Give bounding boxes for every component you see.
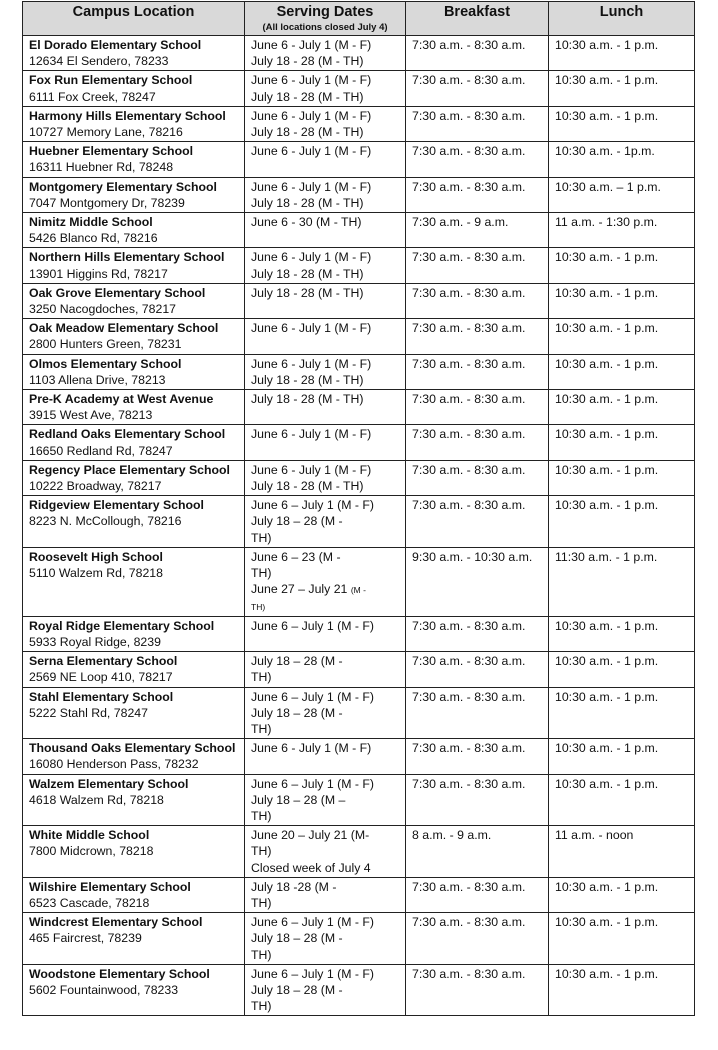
serving-date-line	[251, 581, 399, 598]
lunch-cell: 11 a.m. - noon	[549, 826, 695, 878]
serving-dates-cell	[245, 248, 406, 283]
campus-cell	[23, 319, 245, 354]
serving-date-text: June 6 - July 1 (M - F)	[251, 427, 372, 442]
campus-address: 4618 Walzem Rd, 78218	[29, 792, 164, 807]
serving-date-text: June 6 - July 1 (M - F)	[251, 741, 372, 756]
serving-date-line	[251, 513, 399, 529]
serving-date-text: June 6 - July 1 (M - F)	[251, 356, 372, 371]
campus-name: Redland Oaks Elementary School	[29, 427, 226, 442]
lunch-cell: 10:30 a.m. - 1p.m.	[549, 142, 695, 177]
lunch-cell: 10:30 a.m. - 1 p.m.	[549, 964, 695, 1016]
lunch-cell: 10:30 a.m. - 1 p.m.	[549, 283, 695, 318]
serving-date-text: June 6 – July 1 (M - F)	[251, 618, 375, 633]
table-row	[23, 71, 695, 106]
campus-address: 16650 Redland Rd, 78247	[29, 443, 173, 458]
serving-dates-cell	[245, 496, 406, 548]
campus-address: 16080 Henderson Pass, 78232	[29, 757, 199, 772]
serving-date-line	[251, 249, 399, 265]
campus-name: Northern Hills Elementary School	[29, 250, 225, 265]
header-row	[23, 2, 695, 36]
serving-date-line	[251, 998, 399, 1014]
serving-date-line	[251, 599, 399, 615]
lunch-cell: 10:30 a.m. - 1 p.m.	[549, 774, 695, 826]
table-row	[23, 283, 695, 318]
lunch-cell: 10:30 a.m. - 1 p.m.	[549, 496, 695, 548]
table-row	[23, 496, 695, 548]
header-breakfast: Breakfast	[406, 2, 549, 36]
lunch-cell: 10:30 a.m. - 1 p.m.	[549, 71, 695, 106]
serving-date-text: June 6 – July 1 (M - F)	[251, 689, 375, 704]
serving-date-line	[251, 124, 399, 140]
serving-date-line	[251, 53, 399, 69]
serving-date-line	[251, 143, 399, 159]
serving-dates-cell	[245, 687, 406, 739]
campus-address: 6111 Fox Creek, 78247	[29, 89, 156, 104]
serving-date-text: TH)	[251, 601, 266, 612]
serving-date-line	[251, 669, 399, 685]
campus-cell	[23, 142, 245, 177]
serving-date-text: TH)	[251, 999, 272, 1014]
campus-name: Ridgeview Elementary School	[29, 498, 204, 513]
serving-date-line	[251, 879, 399, 895]
breakfast-cell: 7:30 a.m. - 8:30 a.m.	[406, 425, 549, 460]
table-row	[23, 687, 695, 739]
campus-address: 13901 Higgins Rd, 78217	[29, 266, 168, 281]
campus-name: Montgomery Elementary School	[29, 179, 217, 194]
campus-cell	[23, 826, 245, 878]
campus-cell	[23, 687, 245, 739]
serving-date-line	[251, 653, 399, 669]
serving-date-text: July 18 – 28 (M -	[251, 931, 343, 946]
campus-name: White Middle School	[29, 828, 150, 843]
table-row	[23, 248, 695, 283]
campus-name: Royal Ridge Elementary School	[29, 618, 215, 633]
table-row	[23, 913, 695, 965]
campus-name: Olmos Elementary School	[29, 356, 182, 371]
campus-address: 2800 Hunters Green, 78231	[29, 337, 182, 352]
serving-dates-cell	[245, 142, 406, 177]
table-row	[23, 36, 695, 71]
breakfast-cell: 7:30 a.m. - 8:30 a.m.	[406, 248, 549, 283]
table-row	[23, 177, 695, 212]
campus-name: Fox Run Elementary School	[29, 73, 193, 88]
campus-cell	[23, 177, 245, 212]
header-dates-label: Serving Dates	[276, 4, 374, 20]
serving-date-line	[251, 391, 399, 407]
serving-dates-cell	[245, 460, 406, 495]
header-lunch: Lunch	[549, 2, 695, 36]
table-row	[23, 964, 695, 1016]
table-row	[23, 616, 695, 651]
serving-dates-cell	[245, 71, 406, 106]
serving-date-text: July 18 - 28 (M - TH)	[251, 372, 364, 387]
serving-date-line	[251, 530, 399, 546]
campus-name: Pre-K Academy at West Avenue	[29, 392, 214, 407]
serving-dates-cell	[245, 106, 406, 141]
campus-name: Regency Place Elementary School	[29, 462, 230, 477]
serving-date-text: June 6 - July 1 (M - F)	[251, 144, 372, 159]
campus-address: 3915 West Ave, 78213	[29, 408, 153, 423]
campus-name: Roosevelt High School	[29, 549, 163, 564]
campus-cell	[23, 213, 245, 248]
serving-dates-cell	[245, 826, 406, 878]
serving-date-line	[251, 462, 399, 478]
lunch-cell: 10:30 a.m. - 1 p.m.	[549, 106, 695, 141]
campus-cell	[23, 496, 245, 548]
campus-cell	[23, 616, 245, 651]
serving-date-text: TH)	[251, 844, 272, 859]
campus-address: 10727 Memory Lane, 78216	[29, 125, 183, 140]
serving-date-text: June 6 – July 1 (M - F)	[251, 915, 375, 930]
breakfast-cell: 7:30 a.m. - 8:30 a.m.	[406, 354, 549, 389]
serving-date-text: July 18 – 28 (M -	[251, 982, 343, 997]
serving-dates-cell	[245, 913, 406, 965]
lunch-cell: 10:30 a.m. - 1 p.m.	[549, 739, 695, 774]
campus-cell	[23, 425, 245, 460]
campus-cell	[23, 36, 245, 71]
serving-date-text: June 6 - July 1 (M - F)	[251, 108, 372, 123]
campus-name: Oak Grove Elementary School	[29, 285, 206, 300]
serving-dates-cell	[245, 774, 406, 826]
campus-name: El Dorado Elementary School	[29, 38, 202, 52]
serving-dates-cell	[245, 213, 406, 248]
serving-date-text: July 18 - 28 (M - TH)	[251, 266, 364, 281]
serving-date-text: TH)	[251, 670, 272, 685]
breakfast-cell: 7:30 a.m. - 8:30 a.m.	[406, 106, 549, 141]
table-row	[23, 877, 695, 912]
header-campus: Campus Location	[23, 2, 245, 36]
serving-date-line	[251, 565, 399, 581]
serving-date-line	[251, 426, 399, 442]
serving-date-text: July 18 - 28 (M - TH)	[251, 285, 364, 300]
breakfast-cell: 8 a.m. - 9 a.m.	[406, 826, 549, 878]
lunch-cell: 10:30 a.m. - 1 p.m.	[549, 425, 695, 460]
serving-date-text: July 18 - 28 (M - TH)	[251, 479, 364, 494]
campus-address: 5110 Walzem Rd, 78218	[29, 566, 163, 581]
campus-address: 5426 Blanco Rd, 78216	[29, 231, 158, 246]
serving-dates-cell	[245, 425, 406, 460]
campus-cell	[23, 283, 245, 318]
serving-dates-cell	[245, 283, 406, 318]
campus-cell	[23, 877, 245, 912]
serving-date-line	[251, 827, 399, 843]
serving-dates-cell	[245, 319, 406, 354]
breakfast-cell: 7:30 a.m. - 8:30 a.m.	[406, 687, 549, 739]
serving-date-text: June 6 - July 1 (M - F)	[251, 38, 372, 52]
serving-date-line	[251, 808, 399, 824]
campus-address: 1103 Allena Drive, 78213	[29, 372, 166, 387]
campus-cell	[23, 547, 245, 616]
header-dates	[245, 2, 406, 36]
serving-date-line	[251, 947, 399, 963]
campus-cell	[23, 71, 245, 106]
serving-date-line	[251, 930, 399, 946]
serving-dates-cell	[245, 877, 406, 912]
breakfast-cell: 7:30 a.m. - 8:30 a.m.	[406, 177, 549, 212]
lunch-cell: 10:30 a.m. - 1 p.m.	[549, 36, 695, 71]
serving-date-text: June 6 - July 1 (M - F)	[251, 321, 372, 336]
serving-date-text: TH)	[251, 895, 272, 910]
serving-date-text: TH)	[251, 530, 272, 545]
campus-address: 10222 Broadway, 78217	[29, 479, 162, 494]
serving-date-text: June 6 – 23 (M -	[251, 549, 341, 564]
table-row	[23, 652, 695, 687]
serving-date-line	[251, 37, 399, 53]
breakfast-cell: 9:30 a.m. - 10:30 a.m.	[406, 547, 549, 616]
serving-date-line	[251, 285, 399, 301]
campus-address: 8223 N. McCollough, 78216	[29, 514, 182, 529]
serving-date-text: TH)	[251, 566, 272, 581]
breakfast-cell: 7:30 a.m. - 8:30 a.m.	[406, 739, 549, 774]
campus-cell	[23, 390, 245, 425]
serving-date-text: June 6 – July 1 (M - F)	[251, 776, 375, 791]
lunch-cell: 10:30 a.m. - 1 p.m.	[549, 616, 695, 651]
serving-date-text: TH)	[251, 947, 272, 962]
serving-date-text: July 18 – 28 (M –	[251, 792, 346, 807]
serving-date-line	[251, 266, 399, 282]
breakfast-cell: 7:30 a.m. - 8:30 a.m.	[406, 319, 549, 354]
campus-address: 7800 Midcrown, 78218	[29, 844, 154, 859]
serving-date-text: Closed week of July 4	[251, 860, 371, 875]
campus-cell	[23, 460, 245, 495]
serving-date-line	[251, 320, 399, 336]
campus-name: Walzem Elementary School	[29, 776, 189, 791]
serving-date-line	[251, 478, 399, 494]
breakfast-cell: 7:30 a.m. - 8:30 a.m.	[406, 652, 549, 687]
campus-address: 7047 Montgomery Dr, 78239	[29, 195, 185, 210]
serving-date-line	[251, 982, 399, 998]
serving-dates-cell	[245, 652, 406, 687]
breakfast-cell: 7:30 a.m. - 8:30 a.m.	[406, 390, 549, 425]
serving-date-line	[251, 497, 399, 513]
serving-date-text: July 18 -28 (M -	[251, 879, 337, 894]
campus-address: 2569 NE Loop 410, 78217	[29, 670, 173, 685]
serving-dates-cell	[245, 177, 406, 212]
serving-date-text: July 18 - 28 (M - TH)	[251, 392, 364, 407]
serving-dates-cell	[245, 547, 406, 616]
serving-date-line	[251, 792, 399, 808]
serving-date-line	[251, 179, 399, 195]
lunch-cell: 10:30 a.m. - 1 p.m.	[549, 354, 695, 389]
serving-date-text: June 6 - 30 (M - TH)	[251, 215, 362, 230]
serving-date-text: June 20 – July 21 (M-	[251, 828, 370, 843]
serving-date-text: TH)	[251, 721, 272, 736]
serving-date-line	[251, 705, 399, 721]
serving-dates-cell	[245, 616, 406, 651]
lunch-cell: 11:30 a.m. - 1 p.m.	[549, 547, 695, 616]
serving-date-text: June 6 – July 1 (M - F)	[251, 966, 375, 981]
campus-address: 6523 Cascade, 78218	[29, 895, 150, 910]
lunch-cell: 11 a.m. - 1:30 p.m.	[549, 213, 695, 248]
campus-name: Nimitz Middle School	[29, 215, 153, 230]
table-row	[23, 213, 695, 248]
table-row	[23, 739, 695, 774]
serving-date-line	[251, 549, 399, 565]
table-row	[23, 826, 695, 878]
lunch-cell: 10:30 a.m. - 1 p.m.	[549, 877, 695, 912]
campus-cell	[23, 913, 245, 965]
serving-date-text: July 18 – 28 (M -	[251, 514, 343, 529]
serving-date-line	[251, 721, 399, 737]
breakfast-cell: 7:30 a.m. - 8:30 a.m.	[406, 71, 549, 106]
campus-cell	[23, 248, 245, 283]
table-row	[23, 774, 695, 826]
serving-date-line	[251, 372, 399, 388]
serving-date-line	[251, 689, 399, 705]
breakfast-cell: 7:30 a.m. - 8:30 a.m.	[406, 964, 549, 1016]
serving-date-text: TH)	[251, 808, 272, 823]
serving-dates-cell	[245, 36, 406, 71]
serving-date-line	[251, 776, 399, 792]
serving-date-text: June 6 – July 1 (M - F)	[251, 498, 375, 513]
serving-date-line	[251, 108, 399, 124]
campus-address: 3250 Nacogdoches, 78217	[29, 302, 176, 317]
serving-date-line	[251, 72, 399, 88]
campus-cell	[23, 354, 245, 389]
lunch-cell: 10:30 a.m. - 1 p.m.	[549, 652, 695, 687]
serving-date-text: July 18 - 28 (M - TH)	[251, 89, 364, 104]
table-row	[23, 319, 695, 354]
serving-dates-cell	[245, 390, 406, 425]
campus-address: 465 Faircrest, 78239	[29, 931, 142, 946]
serving-date-text: July 18 - 28 (M - TH)	[251, 125, 364, 140]
meal-schedule-table	[22, 1, 695, 1016]
campus-name: Oak Meadow Elementary School	[29, 321, 219, 336]
table-row	[23, 547, 695, 616]
lunch-cell: 10:30 a.m. - 1 p.m.	[549, 319, 695, 354]
campus-cell	[23, 652, 245, 687]
campus-name: Stahl Elementary School	[29, 689, 174, 704]
breakfast-cell: 7:30 a.m. - 8:30 a.m.	[406, 774, 549, 826]
breakfast-cell: 7:30 a.m. - 8:30 a.m.	[406, 616, 549, 651]
header-dates-note: (All locations closed July 4)	[262, 22, 388, 33]
campus-address: 5602 Fountainwood, 78233	[29, 982, 179, 997]
table-row	[23, 390, 695, 425]
serving-date-text: July 18 – 28 (M -	[251, 705, 343, 720]
serving-date-line	[251, 740, 399, 756]
campus-cell	[23, 739, 245, 774]
serving-date-line	[251, 214, 399, 230]
breakfast-cell: 7:30 a.m. - 8:30 a.m.	[406, 36, 549, 71]
serving-date-note: (M -	[350, 585, 366, 596]
breakfast-cell: 7:30 a.m. - 8:30 a.m.	[406, 496, 549, 548]
campus-name: Huebner Elementary School	[29, 144, 194, 159]
serving-date-text: June 27 – July 21	[251, 582, 348, 597]
campus-address: 12634 El Sendero, 78233	[29, 54, 169, 69]
lunch-cell: 10:30 a.m. - 1 p.m.	[549, 913, 695, 965]
breakfast-cell: 7:30 a.m. - 8:30 a.m.	[406, 877, 549, 912]
campus-name: Windcrest Elementary School	[29, 915, 203, 930]
serving-date-text: June 6 - July 1 (M - F)	[251, 179, 372, 194]
serving-date-line	[251, 195, 399, 211]
campus-address: 5222 Stahl Rd, 78247	[29, 705, 148, 720]
serving-date-text: June 6 - July 1 (M - F)	[251, 462, 372, 477]
table-row	[23, 425, 695, 460]
campus-name: Woodstone Elementary School	[29, 966, 210, 981]
breakfast-cell: 7:30 a.m. - 8:30 a.m.	[406, 283, 549, 318]
lunch-cell: 10:30 a.m. – 1 p.m.	[549, 177, 695, 212]
serving-dates-cell	[245, 354, 406, 389]
serving-date-text: July 18 - 28 (M - TH)	[251, 54, 364, 69]
breakfast-cell: 7:30 a.m. - 8:30 a.m.	[406, 913, 549, 965]
breakfast-cell: 7:30 a.m. - 9 a.m.	[406, 213, 549, 248]
serving-date-text: July 18 - 28 (M - TH)	[251, 195, 364, 210]
serving-date-text: June 6 - July 1 (M - F)	[251, 73, 372, 88]
breakfast-cell: 7:30 a.m. - 8:30 a.m.	[406, 460, 549, 495]
campus-name: Thousand Oaks Elementary School	[29, 741, 236, 756]
lunch-cell: 10:30 a.m. - 1 p.m.	[549, 248, 695, 283]
campus-address: 5933 Royal Ridge, 8239	[29, 634, 161, 649]
serving-date-line	[251, 843, 399, 859]
serving-date-line	[251, 914, 399, 930]
serving-date-line	[251, 618, 399, 634]
serving-date-line	[251, 356, 399, 372]
serving-date-line	[251, 966, 399, 982]
campus-name: Harmony Hills Elementary School	[29, 108, 226, 123]
campus-cell	[23, 774, 245, 826]
campus-cell	[23, 106, 245, 141]
table-row	[23, 106, 695, 141]
lunch-cell: 10:30 a.m. - 1 p.m.	[549, 390, 695, 425]
serving-date-line	[251, 860, 399, 876]
serving-date-line	[251, 89, 399, 105]
serving-date-text: June 6 - July 1 (M - F)	[251, 250, 372, 265]
table-row	[23, 354, 695, 389]
campus-name: Serna Elementary School	[29, 654, 178, 669]
serving-date-text: July 18 – 28 (M -	[251, 654, 343, 669]
campus-name: Wilshire Elementary School	[29, 879, 191, 894]
serving-dates-cell	[245, 739, 406, 774]
serving-date-line	[251, 895, 399, 911]
campus-address: 16311 Huebner Rd, 78248	[29, 160, 174, 175]
breakfast-cell: 7:30 a.m. - 8:30 a.m.	[406, 142, 549, 177]
campus-cell	[23, 964, 245, 1016]
lunch-cell: 10:30 a.m. - 1 p.m.	[549, 687, 695, 739]
lunch-cell: 10:30 a.m. - 1 p.m.	[549, 460, 695, 495]
table-row	[23, 142, 695, 177]
serving-dates-cell	[245, 964, 406, 1016]
table-row	[23, 460, 695, 495]
